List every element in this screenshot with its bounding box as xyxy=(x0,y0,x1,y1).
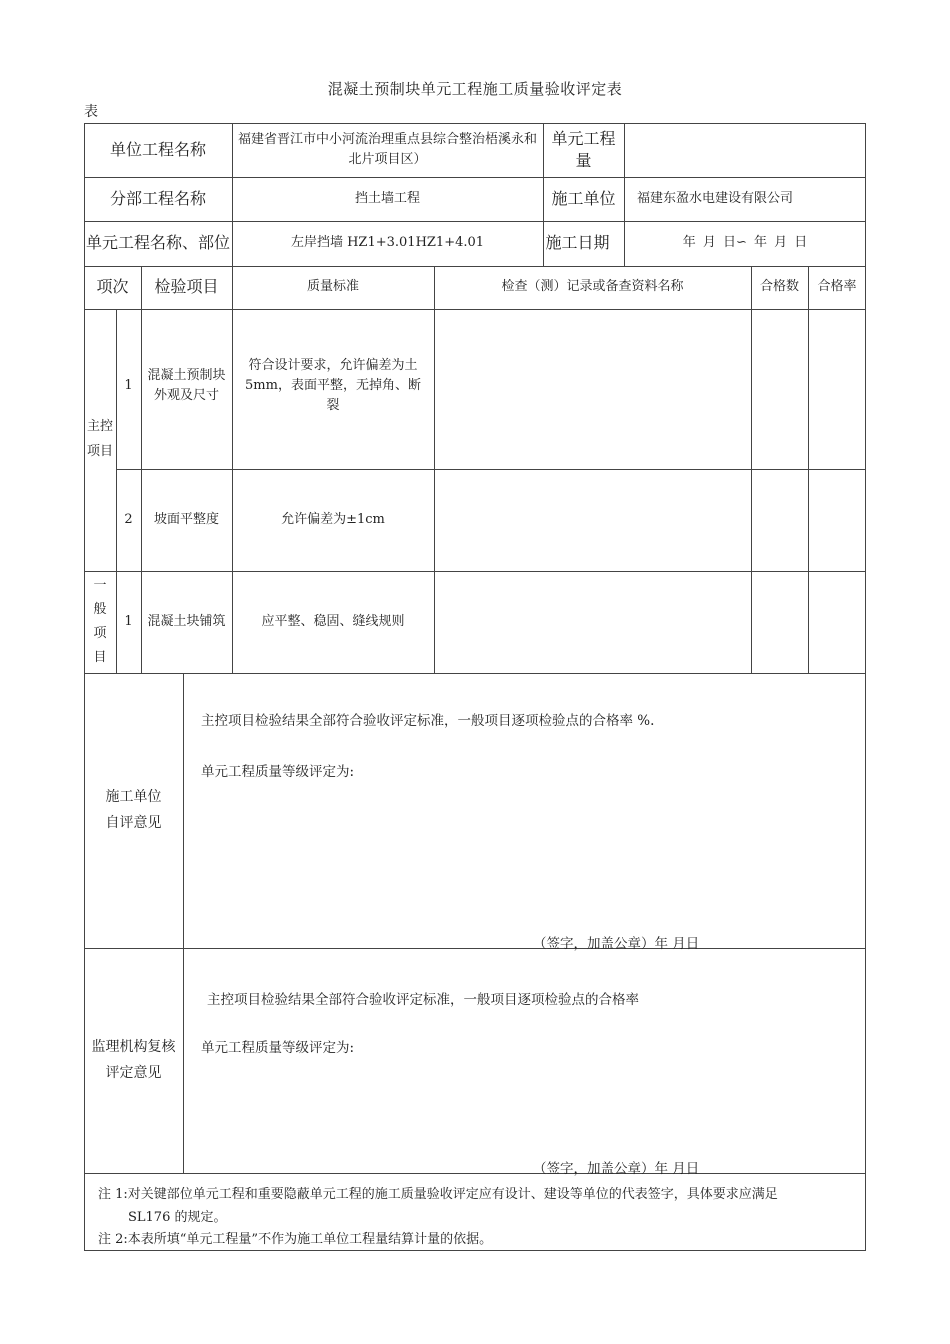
sub-project-value: 挡土墙工程 xyxy=(354,190,420,206)
contractor-sign: （签字，加盖公章）年 月日 xyxy=(533,936,700,952)
table-row-no: 1 xyxy=(124,613,133,629)
table-row-standard: 允许偏差为±1cm xyxy=(281,511,385,527)
supervisor-opinion-label: 监理机构复核评定意见 xyxy=(91,1038,176,1081)
general-label: 一般项目 xyxy=(93,577,107,666)
date-value: 年 月 日∽ 年 月 日 xyxy=(682,235,808,251)
supervisor-sign: （签字，加盖公章）年 月日 xyxy=(533,1161,700,1177)
col-inspection: 检验项目 xyxy=(154,277,219,297)
main-control-label: 主控项目 xyxy=(87,419,114,459)
col-record: 检查（测）记录或备查资料名称 xyxy=(501,279,684,295)
sub-project-label: 分部工程名称 xyxy=(109,188,206,208)
table-row-name: 混凝土预制块外观及尺寸 xyxy=(147,367,226,403)
col-pass-count: 合格数 xyxy=(759,279,799,295)
element-label: 单元工程名称、部位 xyxy=(85,233,230,253)
supervisor-opinion-line2: 单元工程质量等级评定为: xyxy=(201,1040,355,1056)
table-row-no: 1 xyxy=(124,377,133,393)
unit-project-label: 单位工程名称 xyxy=(109,139,206,159)
note-1: 注 1:对关键部位单元工程和重要隐蔽单元工程的施工质量验收评定应有设计、建设等单位的代表签字，具体要求应满足 xyxy=(98,1187,778,1202)
form-title: 混凝土预制块单元工程施工质量验收评定表 xyxy=(327,80,623,98)
table-row-standard: 符合设计要求，允许偏差为土5mm，表面平整，无掉角、断裂 xyxy=(245,357,421,414)
contractor-label: 施工单位 xyxy=(551,188,616,208)
table-row-no: 2 xyxy=(124,511,133,527)
table-row-name: 混凝土块铺筑 xyxy=(147,613,226,629)
note-2: 注 2:本表所填“单元工程量”不作为施工单位工程量结算计量的依据。 xyxy=(98,1232,493,1247)
table-row-name: 坡面平整度 xyxy=(153,511,219,527)
contractor-opinion-line2: 单元工程质量等级评定为: xyxy=(201,764,355,780)
unit-work-qty-value[interactable] xyxy=(624,123,866,177)
element-value: 左岸挡墙 HZ1+3.01HZ1+4.01 xyxy=(290,235,485,251)
table-row-standard: 应平整、稳固、缝线规则 xyxy=(261,613,405,629)
col-pass-rate: 合格率 xyxy=(817,279,857,295)
contractor-opinion-label: 施工单位自评意见 xyxy=(105,788,162,831)
supervisor-opinion-line1: 主控项目检验结果全部符合验收评定标准，一般项目逐项检验点的合格率 xyxy=(207,992,639,1008)
contractor-opinion-line1: 主控项目检验结果全部符合验收评定标准，一般项目逐项检验点的合格率 %. xyxy=(201,713,655,729)
unit-work-qty-label: 单元工程量 xyxy=(551,128,616,170)
col-standard: 质量标准 xyxy=(306,279,359,295)
table-prefix: 表 xyxy=(84,104,98,120)
col-item-no: 项次 xyxy=(96,277,129,297)
unit-project-value: 福建省晋江市中小河流治理重点县综合整治梧溪永和北片项目区） xyxy=(237,131,537,167)
note-1-cont: SL176 的规定。 xyxy=(128,1210,227,1225)
contractor-value: 福建东盈水电建设有限公司 xyxy=(636,190,793,206)
date-label: 施工日期 xyxy=(545,233,610,253)
